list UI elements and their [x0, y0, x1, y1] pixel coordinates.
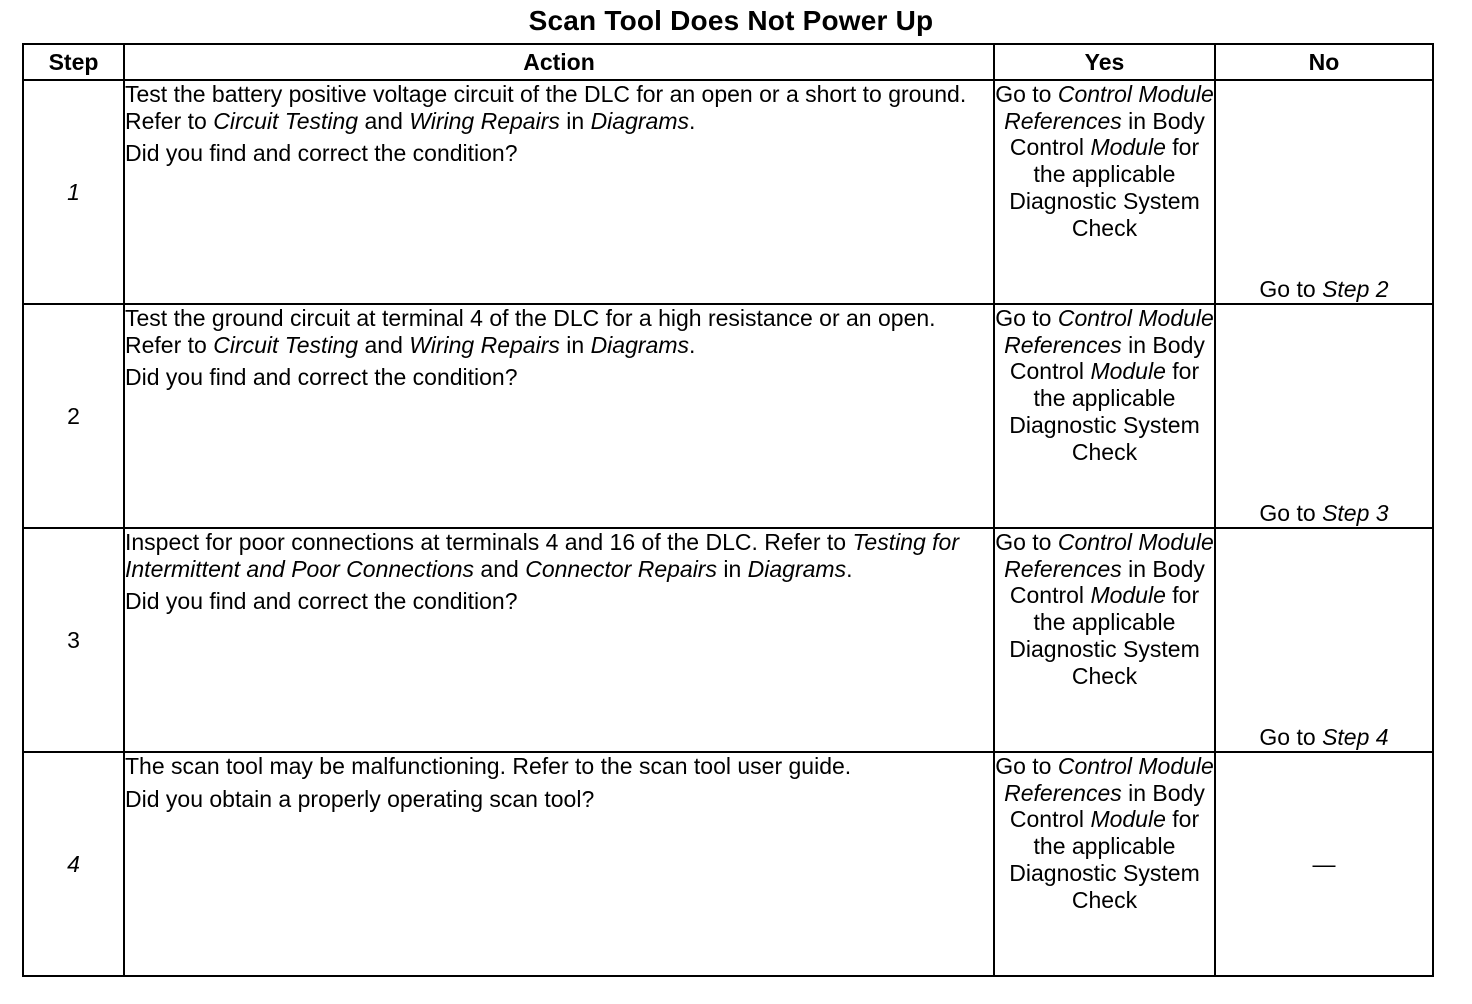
no-cell: Go to Step 2 [1215, 80, 1433, 304]
no-cell: Go to Step 4 [1215, 528, 1433, 752]
action-text: Test the ground circuit at terminal 4 of the DLC for a high resistance or an open. Refer to Circuit Testing and Wiring Repairs in Diagrams. [125, 305, 936, 358]
table-row [23, 304, 1433, 528]
no-cell: Go to Step 3 [1215, 304, 1433, 528]
table-row [23, 752, 1433, 976]
page-title: Scan Tool Does Not Power Up [528, 5, 934, 36]
header-action: Action [124, 44, 994, 80]
step-number: 2 [23, 304, 124, 528]
table-row [23, 528, 1433, 752]
header-no: No [1215, 44, 1433, 80]
action-text: The scan tool may be malfunctioning. Refer to the scan tool user guide. [125, 753, 852, 779]
action-text: Inspect for poor connections at terminals 4 and 16 of the DLC. Refer to Testing for Intermittent and Poor Connections and Connector Repairs in Diagrams. [125, 529, 960, 582]
yes-cell: Go to Control Module References in Body Control Module for the applicable Diagnostic System Check [994, 752, 1215, 976]
action-cell [124, 80, 994, 304]
table-row [23, 80, 1433, 304]
yes-cell: Go to Control Module References in Body Control Module for the applicable Diagnostic System Check [994, 528, 1215, 752]
action-question: Did you find and correct the condition? [125, 140, 518, 167]
action-question: Did you find and correct the condition? [125, 364, 518, 391]
step-number: 3 [23, 528, 124, 752]
action-text: Test the battery positive voltage circuit of the DLC for an open or a short to ground. Refer to Circuit Testing and Wiring Repairs in Diagrams. [125, 81, 967, 134]
action-cell [124, 528, 994, 752]
step-number: 1 [23, 80, 124, 304]
action-question: Did you obtain a properly operating scan tool? [125, 785, 595, 812]
step-number: 4 [23, 752, 124, 976]
diagnostic-table [22, 43, 1434, 977]
action-cell [124, 752, 994, 976]
action-cell [124, 304, 994, 528]
header-yes: Yes [994, 44, 1215, 80]
yes-cell: Go to Control Module References in Body Control Module for the applicable Diagnostic System Check [994, 304, 1215, 528]
action-question: Did you find and correct the condition? [125, 588, 518, 615]
no-cell-dash: — [1215, 752, 1433, 976]
header-row [23, 44, 1433, 80]
header-step: Step [23, 44, 124, 80]
yes-cell: Go to Control Module References in Body Control Module for the applicable Diagnostic System Check [994, 80, 1215, 304]
